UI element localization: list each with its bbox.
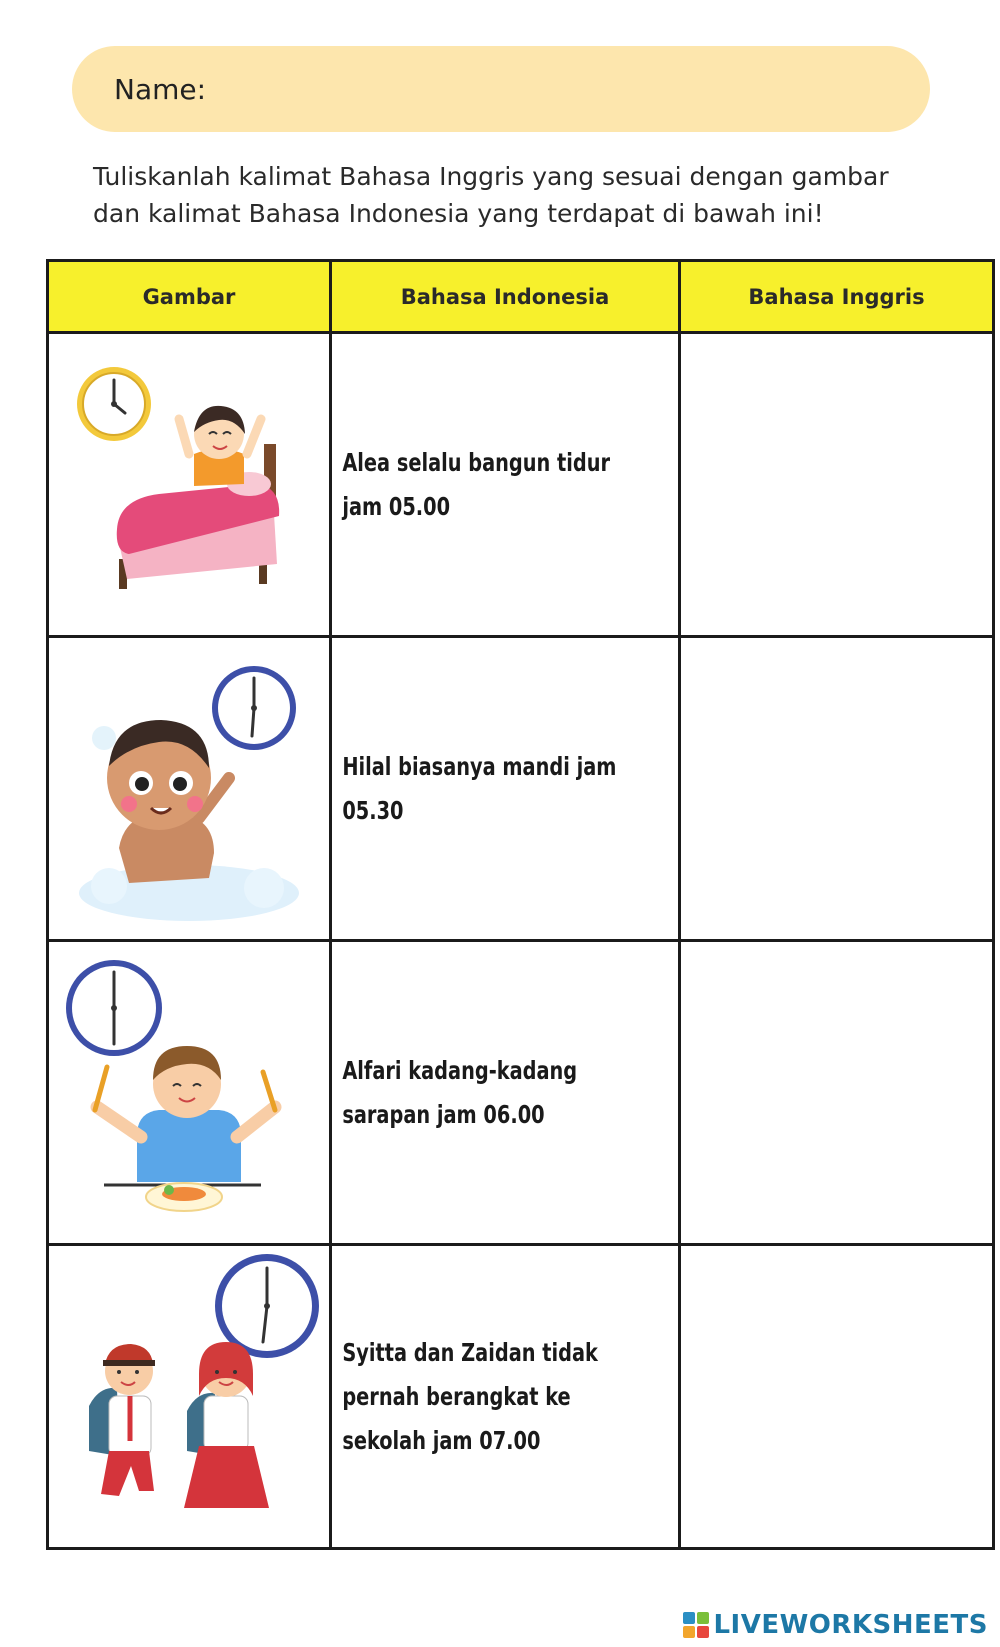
sentence-text: Hilal biasanya mandi jam 05.30 [342,751,617,825]
table-row [48,333,994,637]
name-bar [72,46,930,132]
bahasa-inggris-cell [680,637,994,941]
header-gambar: Gambar [48,261,331,333]
table-row [48,941,994,1245]
girl-waking-up-illustration [49,334,329,635]
students-going-to-school-illustration [49,1246,329,1547]
answer-input-1[interactable] [681,334,992,635]
brand-text: LIVEWORKSHEETS [713,1610,988,1640]
clock-icon [212,666,296,750]
liveworksheets-logo [683,1610,988,1640]
worksheet-table [46,259,995,1550]
bahasa-indonesia-cell [331,941,680,1245]
name-input[interactable] [220,60,890,118]
sentence-text: Alfari kadang-kadang sarapan jam 06.00 [342,1055,578,1129]
table-header-row [48,261,994,333]
liveworksheets-icon [683,1612,709,1638]
header-bahasa-inggris: Bahasa Inggris [680,261,994,333]
table-row [48,637,994,941]
boy-bathing-illustration [49,638,329,939]
picture-cell [48,637,331,941]
sentence-text: Alea selalu bangun tidur jam 05.00 [342,447,611,521]
bahasa-indonesia-cell [331,333,680,637]
name-label: Name: [114,72,207,106]
bahasa-inggris-cell [680,1245,994,1549]
clock-icon [66,960,162,1056]
table-row [48,1245,994,1549]
answer-input-4[interactable] [681,1246,992,1547]
bahasa-indonesia-cell [331,637,680,941]
bahasa-indonesia-cell [331,1245,680,1549]
sentence-text: Syitta dan Zaidan tidak pernah berangkat ke sekolah jam 07.00 [342,1337,598,1455]
picture-cell [48,333,331,637]
answer-input-2[interactable] [681,638,992,939]
clock-icon [77,367,151,441]
picture-cell [48,941,331,1245]
bahasa-inggris-cell [680,333,994,637]
bahasa-inggris-cell [680,941,994,1245]
instruction-text: Tuliskanlah kalimat Bahasa Inggris yang sesuai dengan gambar dan kalimat Bahasa Indonesia yang terdapat di bawah ini! [93,162,889,228]
picture-cell [48,1245,331,1549]
header-bahasa-indonesia: Bahasa Indonesia [331,261,680,333]
answer-input-3[interactable] [681,942,992,1243]
boy-eating-breakfast-illustration [49,942,329,1243]
